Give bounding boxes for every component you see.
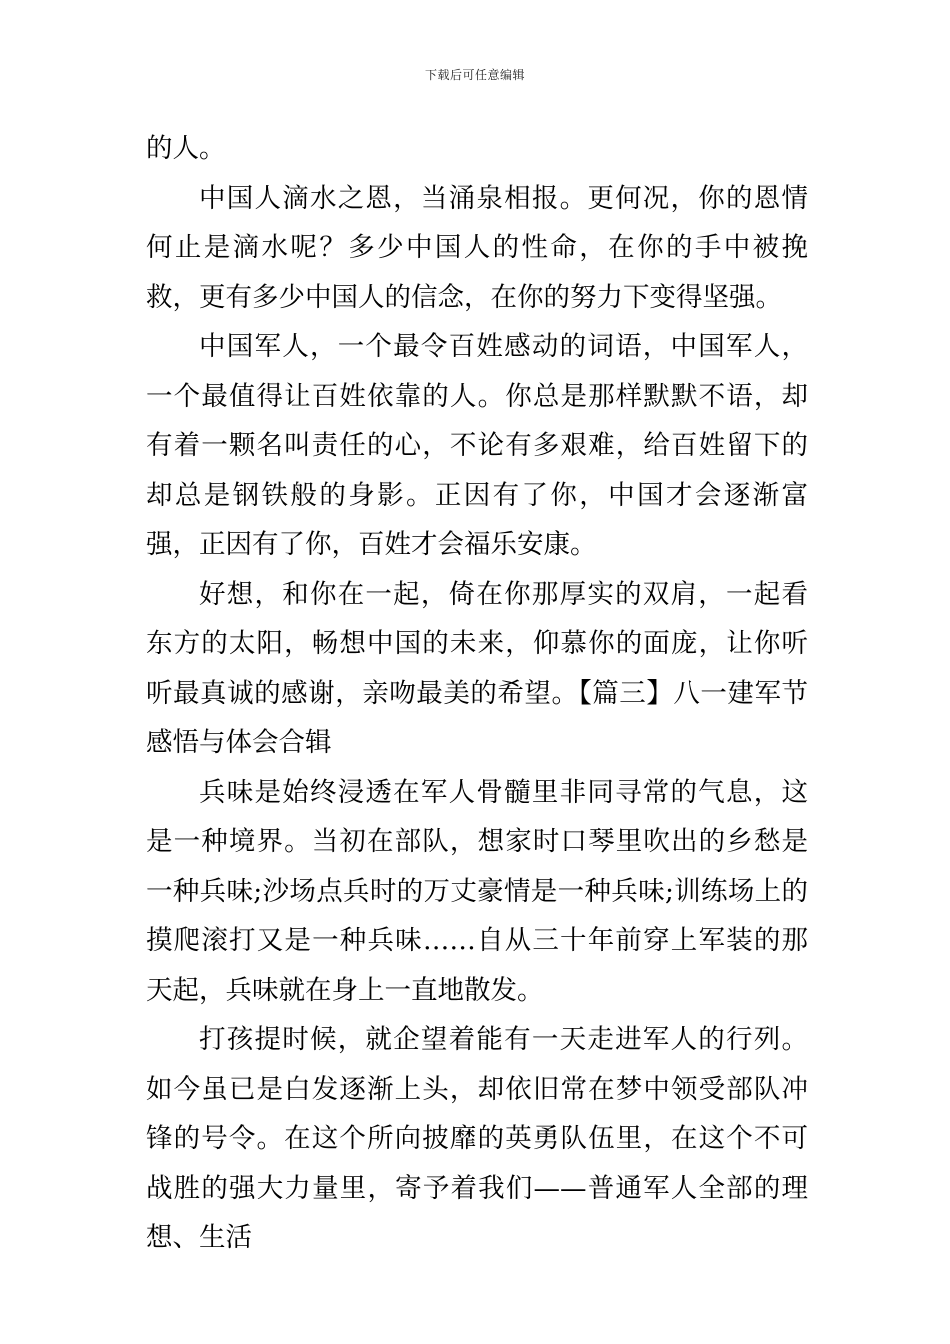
paragraph-6: 打孩提时候，就企望着能有一天走进军人的行列。如今虽已是白发逐渐上头，却依旧常在梦中领受部队冲锋的号令。在这个所向披靡的英勇队伍里，在这个不可战胜的强大力量里，寄予着我们——普通军人全部的理想、生活	[146, 1024, 808, 1253]
document-body	[146, 124, 808, 1263]
paragraph-2: 中国人滴水之恩，当涌泉相报。更何况，你的恩情何止是滴水呢？多少中国人的性命，在你的手中被挽救，更有多少中国人的信念，在你的努力下变得坚强。	[146, 182, 808, 313]
page-header: 下载后可任意编辑	[424, 68, 525, 82]
paragraph-5: 兵味是始终浸透在军人骨髓里非同寻常的气息，这是一种境界。当初在部队，想家时口琴里吹出的乡愁是一种兵味;沙场点兵时的万丈豪情是一种兵味;训练场上的摸爬滚打又是一种兵味……自从三十年前穿上军装的那天起，兵味就在身上一直地散发。	[146, 776, 808, 1006]
paragraph-4: 好想，和你在一起，倚在你那厚实的双肩，一起看东方的太阳，畅想中国的未来，仰慕你的面庞，让你听听最真诚的感谢，亲吻最美的希望。【篇三】八一建军节感悟与体会合辑	[146, 578, 808, 758]
paragraph-1: 的人。	[146, 133, 226, 164]
paragraph-3: 中国军人，一个最令百姓感动的词语，中国军人，一个最值得让百姓依靠的人。你总是那样默默不语，却有着一颗名叫责任的心，不论有多艰难，给百姓留下的却总是钢铁般的身影。正因有了你，中国才会逐渐富强，正因有了你，百姓才会福乐安康。	[146, 331, 808, 560]
